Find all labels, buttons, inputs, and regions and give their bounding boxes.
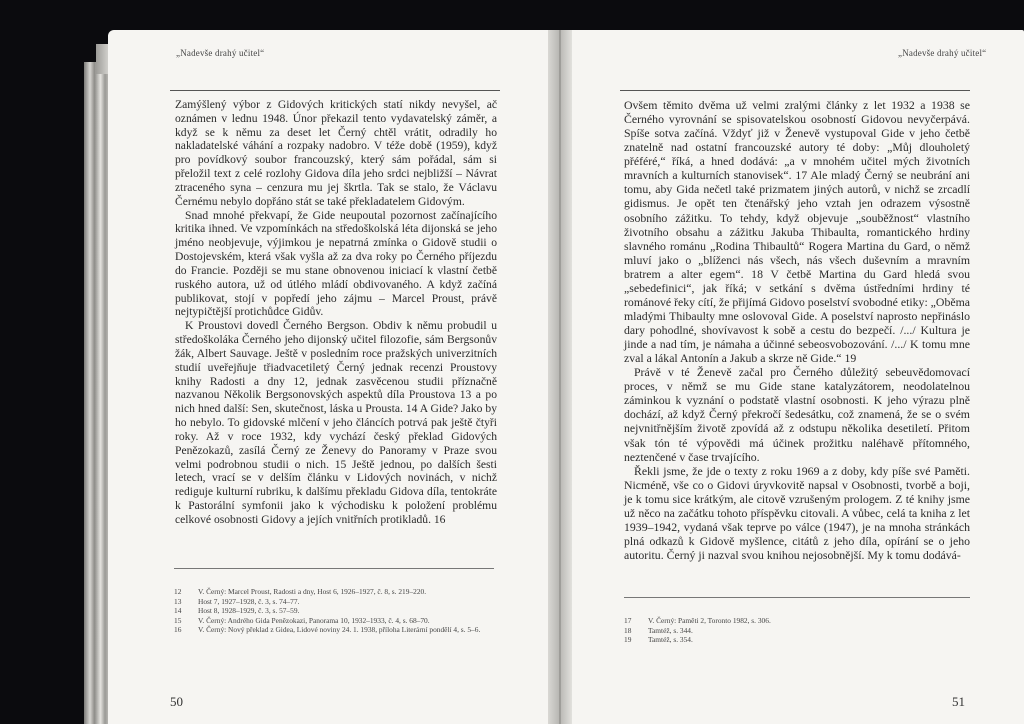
- paragraph: Ovšem těmito dvěma už velmi zralými články z let 1932 a 1938 se Černého vyrovnání se spisovatelskou osobností Gidovou nevyčerpává. Spíše sotva začíná. Vždyť již v Ženevě vystupoval Gide v jeho četbě znatelně nad ostatní francouzské autory té doby: „Můj dlouholetý přéféré,“ říká, a hned dodává: „a v mnohém učitel mých životních mravních a kulturních stanovisek“. 17 Ale mladý Černý se neubrání ani tomu, aby Gida nečetl také prizmatem jiných autorů, v nichž se zrcadlí gidismus. Je opět ten čtenářský jeho vztah jen odrazem výsostně osobního zážitku. To tehdy, když objevuje „souběžnost“ vlastního životního obsahu a zážitku Jakuba Thibaulta, romantického hrdiny slavného románu „Rodina Thibaultů“ Rogera Martina du Gard, o němž mluví jako o „blíženci nás všech, nás všech duševním a mravním bratrem a alter egem“. 18 V četbě Martina du Gard hledá svou „sebedefinici“, jak říká; v setkání s dvěma ústředními hrdiny té románové řeky cítí, že přijímá Gidovo poselství svobodné etiky: „Oběma mladými Thibaulty mne oslovoval Gide. A poselství naprosto nepřináslo dary pohodlné, shovívavost k sobě a cestu do bezpečí. /.../ Kultura je jinde a nad tím, je námaha a účinné sebeosvobozování. /.../ K tomu mne zval a lákal Antonín a Jakub a skrze ně Gide.“ 19: [624, 98, 970, 366]
- footnote: 15 V. Černý: Andrého Gida Penězokazi, Panorama 10, 1932–1933, č. 4, s. 68–70.: [174, 615, 430, 625]
- footnote: 12 V. Černý: Marcel Proust, Radosti a dny, Host 6, 1926–1927, č. 8, s. 219–220.: [174, 587, 427, 596]
- left-body-text: [175, 98, 497, 527]
- footnote: 17 V. Černý: Paměti 2, Toronto 1982, s. 306.: [624, 616, 771, 625]
- footnote: 16 V. Černý: Nový překlad z Gidea, Lidové noviny 24. 1. 1938, příloha Literární pondělí 4, s. 5–6.: [174, 625, 481, 635]
- footnote: 18 Tamtéž, s. 344.: [624, 625, 693, 635]
- page-number-right: 51: [952, 694, 965, 709]
- right-body-text: [624, 98, 970, 562]
- running-head-right: „Nadevše drahý učitel“: [898, 48, 987, 58]
- header-rule-left: [170, 90, 500, 91]
- header-rule-right: [620, 90, 970, 91]
- paragraph: Zamýšlený výbor z Gidových kritických statí nikdy nevyšel, ač oznámen v lednu 1948. Únor překazil tento vydavatelský záměr, a když se k němu za deset let Černý chtěl vrátit, odradily ho nakladatelské váhání a rozpaky nadobro. V téže době (1959), když pro povídkový soubor francouzský, který sám pořádal, sám si přeložil text z celé rozlohy Gidova díla jeho srdci nejbližší – Návrat ztraceného syna – cenzura mu jej škrtla. Tak se stalo, že Václavu Černému nebylo dopřáno stát se také překladatelem Gidovým.: [175, 98, 497, 208]
- footnote-rule-right: [624, 597, 970, 598]
- running-head-left: „Nadevše drahý učitel“: [176, 48, 265, 58]
- paragraph: Snad mnohé překvapí, že Gide neupoutal pozornost začínajícího kritika ihned. Ve vzpomínkách na středoškolská léta dijonská se jeho jméno neobjevuje, výjimkou je nepatrná zmínka o Gidově studii o Dostojevském, která však vyšla až za dva roky po Černého příjezdu do Francie. Později se mu stane obnovenou iniciací k vlastní četbě ruského autora, už od útlého mládí obdivovaného. A když začíná publikovat, stojí v popředí jeho zájmu – Marcel Proust, právě nejtypičtější protichůdce Gidův.: [175, 208, 497, 319]
- page-number-left: 50: [170, 694, 183, 709]
- paragraph: K Proustovi dovedl Černého Bergson. Obdiv k němu probudil u středoškoláka Černého jeho dijonský učitel filozofie, sám Bergsonův žák, Albert Sauvage. Ještě v posledním roce pražských univerzitních studií uveřejňuje třiadvacetiletý Černý jednak recenzi Proustovy knihy Radosti a dny 12, jednak zasvěcenou studii příznačně nazvanou Několik Bergsonovských aspektů díla Proustova 13 a po nich hned další: Sen, skutečnost, láska u Prousta. 14 A Gide? Jako by ho nebylo. To gidovské mlčení v jeho článcích potrvá pak ještě čtyři roky. Až v roce 1932, kdy vychází český překlad Gidových Penězokazů, zasílá Černý ze Ženevy do Panoramy v Praze svou velmi podrobnou studii o nich. 15 Ještě jednou, po dalších šesti letech, vrací se v delším článku v Lidových novinách, v nichž rediguje kulturní rubriku, k dalšímu překladu Gidova díla, tentokráte k Pastorální symfonii jako k východisku k položení problému celkové osobnosti Gidovy a jejích vnitřních protikladů. 16: [175, 319, 497, 526]
- footnote-rule-left: [174, 568, 494, 569]
- paragraph: Právě v té Ženevě začal pro Černého důležitý sebeuvědomovací proces, v němž se mu Gide stane katalyzátorem, neodolatelnou záminkou k vyznání o podstatě vlastní osobnosti. K jeho výrazu plně dochází, až když Černý překročí šedesátku, což znamená, že se o svém nejvnitřnějším životě zpovídá až z odstupu několika desetiletí. Přitom však tón té výpovědi má účinek prožitku naléhavě přítomného, neztenčené v čase trvajícího.: [624, 365, 970, 464]
- footnote: 13 Host 7, 1927–1928, č. 3, s. 74–77.: [174, 596, 300, 606]
- footnote: 14 Host 8, 1928–1929, č. 3, s. 57–59.: [174, 606, 300, 616]
- paragraph: Řekli jsme, že jde o texty z roku 1969 a z doby, kdy píše své Paměti. Nicméně, vše co o Gidovi úryvkovitě napsal v Osobnosti, tvorbě a boji, je k tomu sice krátkým, ale citově vzrušeným prologem. Z té knihy jsme už něco na začátku tohoto příspěvku citovali. A vůbec, celá ta kniha z let 1939–1942, vydaná však teprve po válce (1947), je na mnoha stránkách plná odkazů k Gidově myšlence, citátů z jeho díla, opírání se o jeho autoritu. Černý ji nazval svou knihou nejosobnější. My k tomu dodává-: [624, 463, 970, 562]
- book-gutter: [548, 30, 572, 724]
- footnotes-right: [624, 616, 964, 645]
- footnote: 19 Tamtéž, s. 354.: [624, 635, 693, 645]
- footnotes-left: [174, 587, 494, 635]
